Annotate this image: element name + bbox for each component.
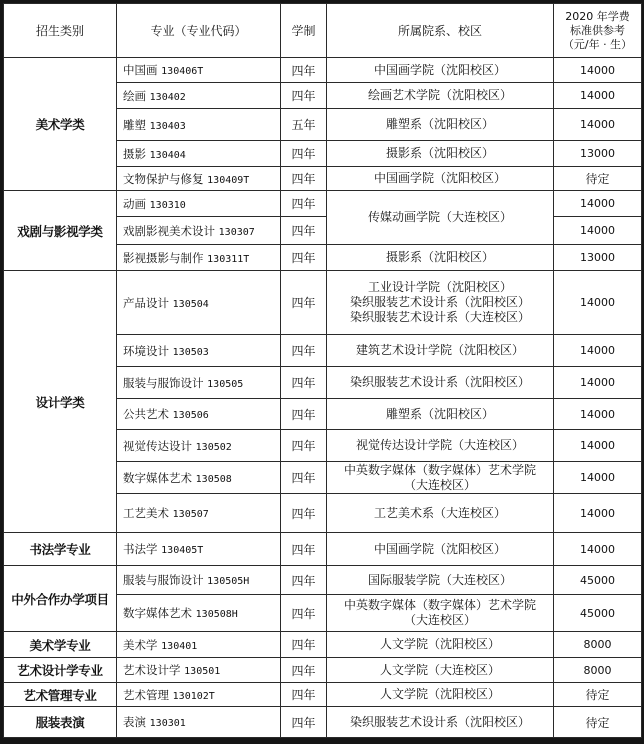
major-code: 130402	[149, 91, 186, 103]
major-code: 130501	[184, 666, 221, 677]
fee-cell: 待定	[554, 683, 642, 707]
duration-cell: 四年	[281, 566, 327, 595]
duration-cell: 四年	[281, 83, 327, 109]
major-cell	[117, 533, 281, 566]
duration-cell: 四年	[281, 533, 327, 566]
major-code: 130301	[149, 718, 186, 729]
duration-cell: 四年	[281, 683, 327, 707]
duration-cell: 四年	[281, 707, 327, 738]
major-code: 130505	[207, 378, 244, 390]
major-cell	[117, 191, 281, 217]
table-row	[4, 683, 642, 707]
fee-cell: 14000	[554, 494, 642, 533]
department-cell: 绘画艺术学院（沈阳校区）	[327, 83, 554, 109]
header-department: 所属院系、校区	[327, 4, 554, 58]
major-cell	[117, 245, 281, 271]
tuition-table-sheet	[3, 3, 641, 737]
major-name: 表演	[123, 715, 146, 729]
major-cell	[117, 109, 281, 141]
department-cell: 建筑艺术设计学院（沈阳校区）	[327, 335, 554, 367]
major-name: 书法学	[123, 542, 158, 556]
fee-cell: 14000	[554, 430, 642, 462]
table-row	[4, 58, 642, 83]
fee-cell: 14000	[554, 271, 642, 335]
major-name: 美术学	[123, 637, 158, 652]
major-name: 戏剧影视美术设计	[123, 223, 215, 238]
major-code: 130506	[172, 410, 209, 421]
fee-cell: 14000	[554, 83, 642, 109]
major-code: 130503	[172, 346, 209, 358]
department-cell: 中国画学院（沈阳校区）	[327, 167, 554, 191]
duration-cell: 四年	[281, 217, 327, 245]
major-name: 艺术设计学	[123, 663, 181, 677]
duration-cell: 四年	[281, 595, 327, 632]
department-cell: 中国画学院（沈阳校区）	[327, 58, 554, 83]
table-row	[4, 533, 642, 566]
major-code: 130502	[195, 441, 232, 453]
fee-cell: 14000	[554, 399, 642, 430]
department-line: （大连校区）	[403, 613, 476, 627]
fee-cell: 13000	[554, 141, 642, 167]
major-cell	[117, 566, 281, 595]
header-major: 专业（专业代码）	[117, 4, 281, 58]
major-cell	[117, 58, 281, 83]
fee-cell: 45000	[554, 595, 642, 632]
department-cell: 摄影系（沈阳校区）	[327, 141, 554, 167]
header-fee-line1: 2020 年学费	[565, 9, 630, 23]
fee-cell: 45000	[554, 566, 642, 595]
department-cell: 工艺美术系（大连校区）	[327, 494, 554, 533]
duration-cell: 四年	[281, 658, 327, 683]
major-code: 130404	[149, 149, 186, 161]
major-name: 影视摄影与制作	[123, 250, 204, 265]
major-cell	[117, 494, 281, 533]
duration-cell: 四年	[281, 430, 327, 462]
major-cell	[117, 271, 281, 335]
major-code: 130405T	[161, 545, 204, 556]
major-cell	[117, 632, 281, 658]
category-cell: 美术学专业	[4, 632, 117, 658]
department-line: 染织服装艺术设计系（大连校区）	[349, 310, 530, 324]
duration-cell: 四年	[281, 399, 327, 430]
duration-cell: 四年	[281, 167, 327, 191]
category-cell: 艺术设计学专业	[4, 658, 117, 683]
header-fee-line2: 标准供参考	[570, 23, 625, 37]
department-cell: 染织服装艺术设计系（沈阳校区）	[327, 707, 554, 738]
fee-cell: 14000	[554, 217, 642, 245]
major-code: 130504	[172, 298, 209, 310]
header-fee	[554, 4, 642, 58]
major-cell	[117, 707, 281, 738]
admissions-tuition-table	[3, 3, 642, 738]
header-fee-line3: （元/年 · 生）	[562, 37, 633, 51]
department-cell	[327, 271, 554, 335]
major-cell	[117, 658, 281, 683]
major-cell	[117, 595, 281, 632]
duration-cell: 四年	[281, 632, 327, 658]
table-row	[4, 632, 642, 658]
header-duration: 学制	[281, 4, 327, 58]
table-row	[4, 271, 642, 335]
department-line: （大连校区）	[403, 477, 476, 492]
fee-cell: 8000	[554, 632, 642, 658]
major-cell	[117, 141, 281, 167]
category-cell: 书法学专业	[4, 533, 117, 566]
duration-cell: 五年	[281, 109, 327, 141]
major-name: 服装与服饰设计	[123, 375, 204, 390]
fee-cell: 14000	[554, 109, 642, 141]
category-cell: 戏剧与影视学类	[4, 191, 117, 271]
category-cell: 服装表演	[4, 707, 117, 738]
table-row	[4, 566, 642, 595]
department-cell: 中国画学院（沈阳校区）	[327, 533, 554, 566]
major-code: 130406T	[161, 66, 204, 77]
major-name: 艺术管理	[123, 687, 169, 702]
duration-cell: 四年	[281, 367, 327, 399]
major-code: 130311T	[207, 253, 250, 265]
major-code: 130409T	[207, 174, 250, 186]
major-name: 工艺美术	[123, 506, 169, 520]
major-name: 绘画	[123, 88, 146, 103]
fee-cell: 8000	[554, 658, 642, 683]
department-cell: 人文学院（大连校区）	[327, 658, 554, 683]
duration-cell: 四年	[281, 271, 327, 335]
major-cell	[117, 335, 281, 367]
department-cell	[327, 462, 554, 494]
major-code: 130401	[161, 640, 198, 652]
department-line: 中英数字媒体（数字媒体）艺术学院	[343, 598, 536, 612]
department-cell: 雕塑系（沈阳校区）	[327, 109, 554, 141]
major-code: 130508	[195, 473, 232, 485]
major-cell	[117, 367, 281, 399]
table-row	[4, 707, 642, 738]
major-code: 130307	[218, 226, 255, 238]
major-name: 公共艺术	[123, 407, 169, 421]
fee-cell: 待定	[554, 707, 642, 738]
category-cell: 设计学类	[4, 271, 117, 533]
major-name: 产品设计	[123, 295, 169, 310]
department-cell: 人文学院（沈阳校区）	[327, 683, 554, 707]
fee-cell: 14000	[554, 367, 642, 399]
major-name: 摄影	[123, 146, 146, 161]
duration-cell: 四年	[281, 58, 327, 83]
department-line: 中英数字媒体（数字媒体）艺术学院	[343, 462, 536, 477]
department-cell: 视觉传达设计学院（大连校区）	[327, 430, 554, 462]
major-name: 中国画	[123, 63, 158, 77]
department-cell: 染织服装艺术设计系（沈阳校区）	[327, 367, 554, 399]
major-cell	[117, 167, 281, 191]
fee-cell: 13000	[554, 245, 642, 271]
fee-cell: 14000	[554, 191, 642, 217]
major-cell	[117, 462, 281, 494]
major-cell	[117, 430, 281, 462]
major-name: 服装与服饰设计	[123, 573, 204, 587]
fee-cell: 14000	[554, 335, 642, 367]
major-cell	[117, 683, 281, 707]
major-name: 动画	[123, 196, 146, 211]
department-cell: 摄影系（沈阳校区）	[327, 245, 554, 271]
major-name: 雕塑	[123, 117, 146, 132]
major-name: 数字媒体艺术	[123, 606, 196, 620]
major-code: 130102T	[172, 690, 215, 702]
major-cell	[117, 217, 281, 245]
major-name: 视觉传达设计	[123, 438, 192, 453]
department-cell: 国际服装学院（大连校区）	[327, 566, 554, 595]
department-cell: 雕塑系（沈阳校区）	[327, 399, 554, 430]
major-code: 130508H	[195, 609, 238, 620]
fee-cell: 14000	[554, 58, 642, 83]
duration-cell: 四年	[281, 462, 327, 494]
fee-cell: 14000	[554, 462, 642, 494]
department-cell	[327, 595, 554, 632]
category-cell: 中外合作办学项目	[4, 566, 117, 632]
major-code: 130505H	[207, 576, 250, 587]
fee-cell: 待定	[554, 167, 642, 191]
duration-cell: 四年	[281, 245, 327, 271]
major-code: 130507	[172, 509, 209, 520]
category-cell: 美术学类	[4, 58, 117, 191]
duration-cell: 四年	[281, 494, 327, 533]
major-name: 文物保护与修复	[123, 171, 204, 186]
department-cell: 人文学院（沈阳校区）	[327, 632, 554, 658]
header-category: 招生类别	[4, 4, 117, 58]
duration-cell: 四年	[281, 141, 327, 167]
department-cell: 传媒动画学院（大连校区）	[327, 191, 554, 245]
major-code: 130403	[149, 120, 186, 132]
major-name: 数字媒体艺术	[123, 470, 192, 485]
table-row	[4, 658, 642, 683]
department-line: 工业设计学院（沈阳校区）	[367, 280, 512, 294]
table-row	[4, 191, 642, 217]
major-cell	[117, 83, 281, 109]
duration-cell: 四年	[281, 335, 327, 367]
category-cell: 艺术管理专业	[4, 683, 117, 707]
duration-cell: 四年	[281, 191, 327, 217]
fee-cell: 14000	[554, 533, 642, 566]
major-cell	[117, 399, 281, 430]
major-code: 130310	[149, 199, 186, 211]
header-row	[4, 4, 642, 58]
major-name: 环境设计	[123, 343, 169, 358]
department-line: 染织服装艺术设计系（沈阳校区）	[349, 295, 530, 309]
